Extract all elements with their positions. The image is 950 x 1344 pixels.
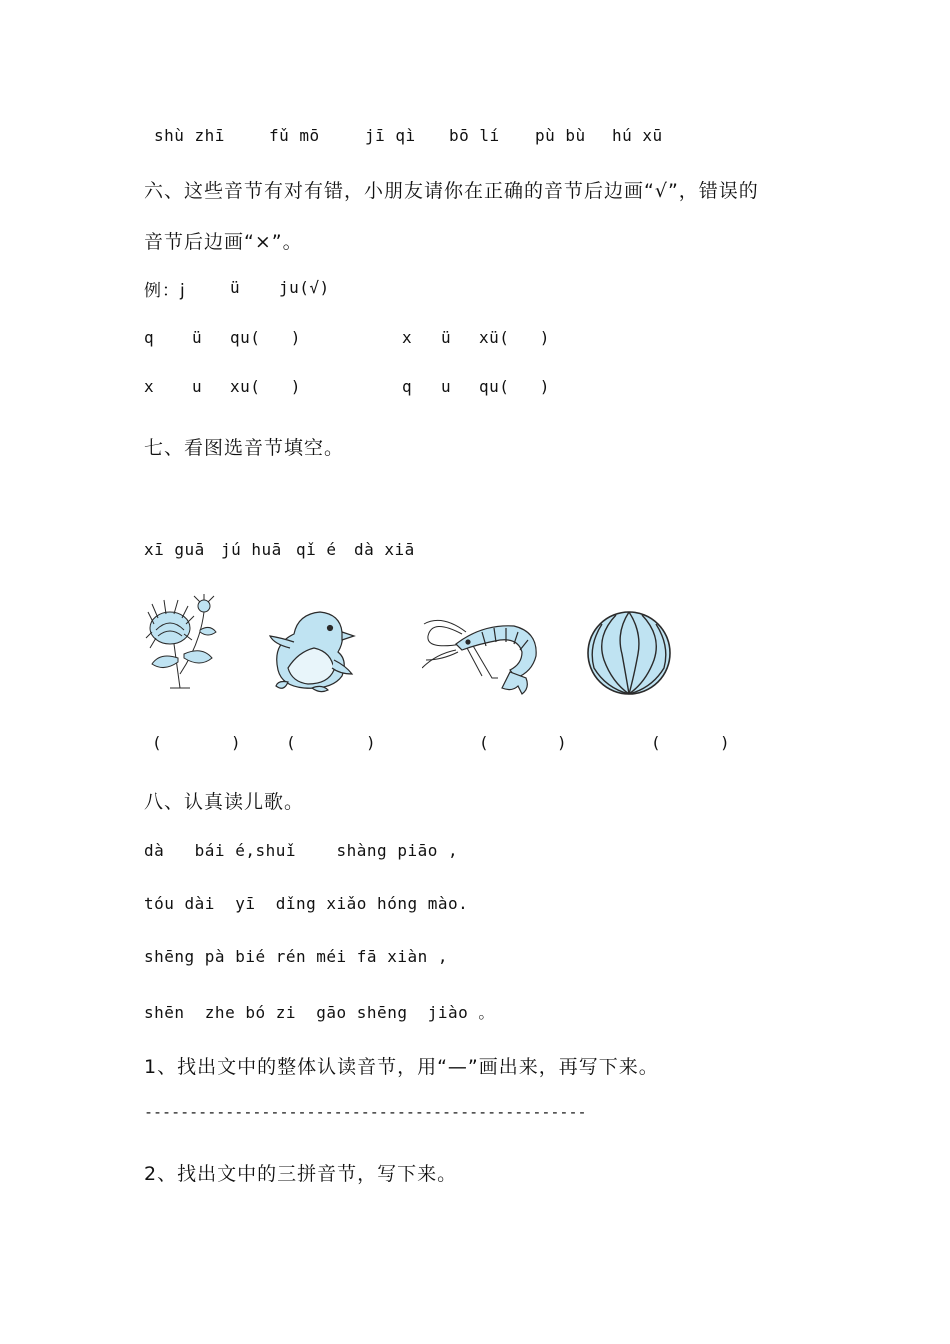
answer-bracket-close[interactable]: ) <box>720 733 731 752</box>
pinyin-word: bō lí <box>449 126 500 145</box>
poem-line: dà bái é,shuǐ shàng piāo , <box>144 841 459 860</box>
pinyin-word: jī qì <box>365 126 416 145</box>
quiz-initial: q <box>144 328 155 347</box>
shrimp-picture <box>422 616 542 696</box>
quiz-final: ü <box>192 328 203 347</box>
penguin-picture <box>268 608 356 694</box>
pinyin-word: fǔ mō <box>269 126 320 145</box>
quiz-answer-blank[interactable]: qu( ) <box>230 328 301 347</box>
quiz-initial: x <box>402 328 413 347</box>
quiz-answer-blank[interactable]: xu( ) <box>230 377 301 396</box>
quiz-initial: x <box>144 377 155 396</box>
option-syllable: jú huā <box>221 540 282 559</box>
quiz-answer-blank[interactable]: xü( ) <box>479 328 550 347</box>
option-syllable: xī guā <box>144 540 205 559</box>
quiz-initial: q <box>402 377 413 396</box>
answer-bracket-close[interactable]: ) <box>557 733 568 752</box>
answer-bracket-open[interactable]: ( <box>152 733 163 752</box>
section6-title-cont: 音节后边画“×”。 <box>144 231 303 253</box>
option-syllable: qǐ é <box>296 540 337 559</box>
quiz-final: u <box>192 377 203 396</box>
section8-title: 八、认真读儿歌。 <box>144 791 305 813</box>
poem-line: tóu dài yī dǐng xiǎo hóng mào. <box>144 894 469 913</box>
answer-bracket-open[interactable]: ( <box>479 733 490 752</box>
quiz-answer-blank[interactable]: qu( ) <box>479 377 550 396</box>
quiz-final: ü <box>441 328 452 347</box>
watermelon-picture <box>586 610 672 696</box>
answer-bracket-open[interactable]: ( <box>286 733 297 752</box>
pinyin-word: shù zhī <box>154 126 225 145</box>
poem-line: shēn zhe bó zi gāo shēng jiào 。 <box>144 1003 495 1022</box>
answer-line[interactable]: ------------------------------------------------- <box>144 1103 587 1121</box>
quiz-final: u <box>441 377 452 396</box>
example-answer: ju(√) <box>279 278 330 297</box>
section6-title: 六、这些音节有对有错，小朋友请你在正确的音节后边画“√”，错误的 <box>144 180 759 202</box>
answer-bracket-open[interactable]: ( <box>651 733 662 752</box>
chrysanthemum-picture <box>144 594 220 690</box>
poem-line: shēng pà bié rén méi fā xiàn , <box>144 947 448 966</box>
question-2: 2、找出文中的三拼音节，写下来。 <box>144 1163 458 1185</box>
option-syllable: dà xiā <box>354 540 415 559</box>
question-1: 1、找出文中的整体认读音节，用“—”画出来，再写下来。 <box>144 1056 659 1078</box>
example-vowel: ü <box>230 278 241 297</box>
answer-bracket-close[interactable]: ) <box>366 733 377 752</box>
pinyin-word: hú xū <box>612 126 663 145</box>
example-label: 例：j <box>144 281 186 301</box>
section7-title: 七、看图选音节填空。 <box>144 437 345 459</box>
pinyin-word: pù bù <box>535 126 586 145</box>
answer-bracket-close[interactable]: ) <box>231 733 242 752</box>
